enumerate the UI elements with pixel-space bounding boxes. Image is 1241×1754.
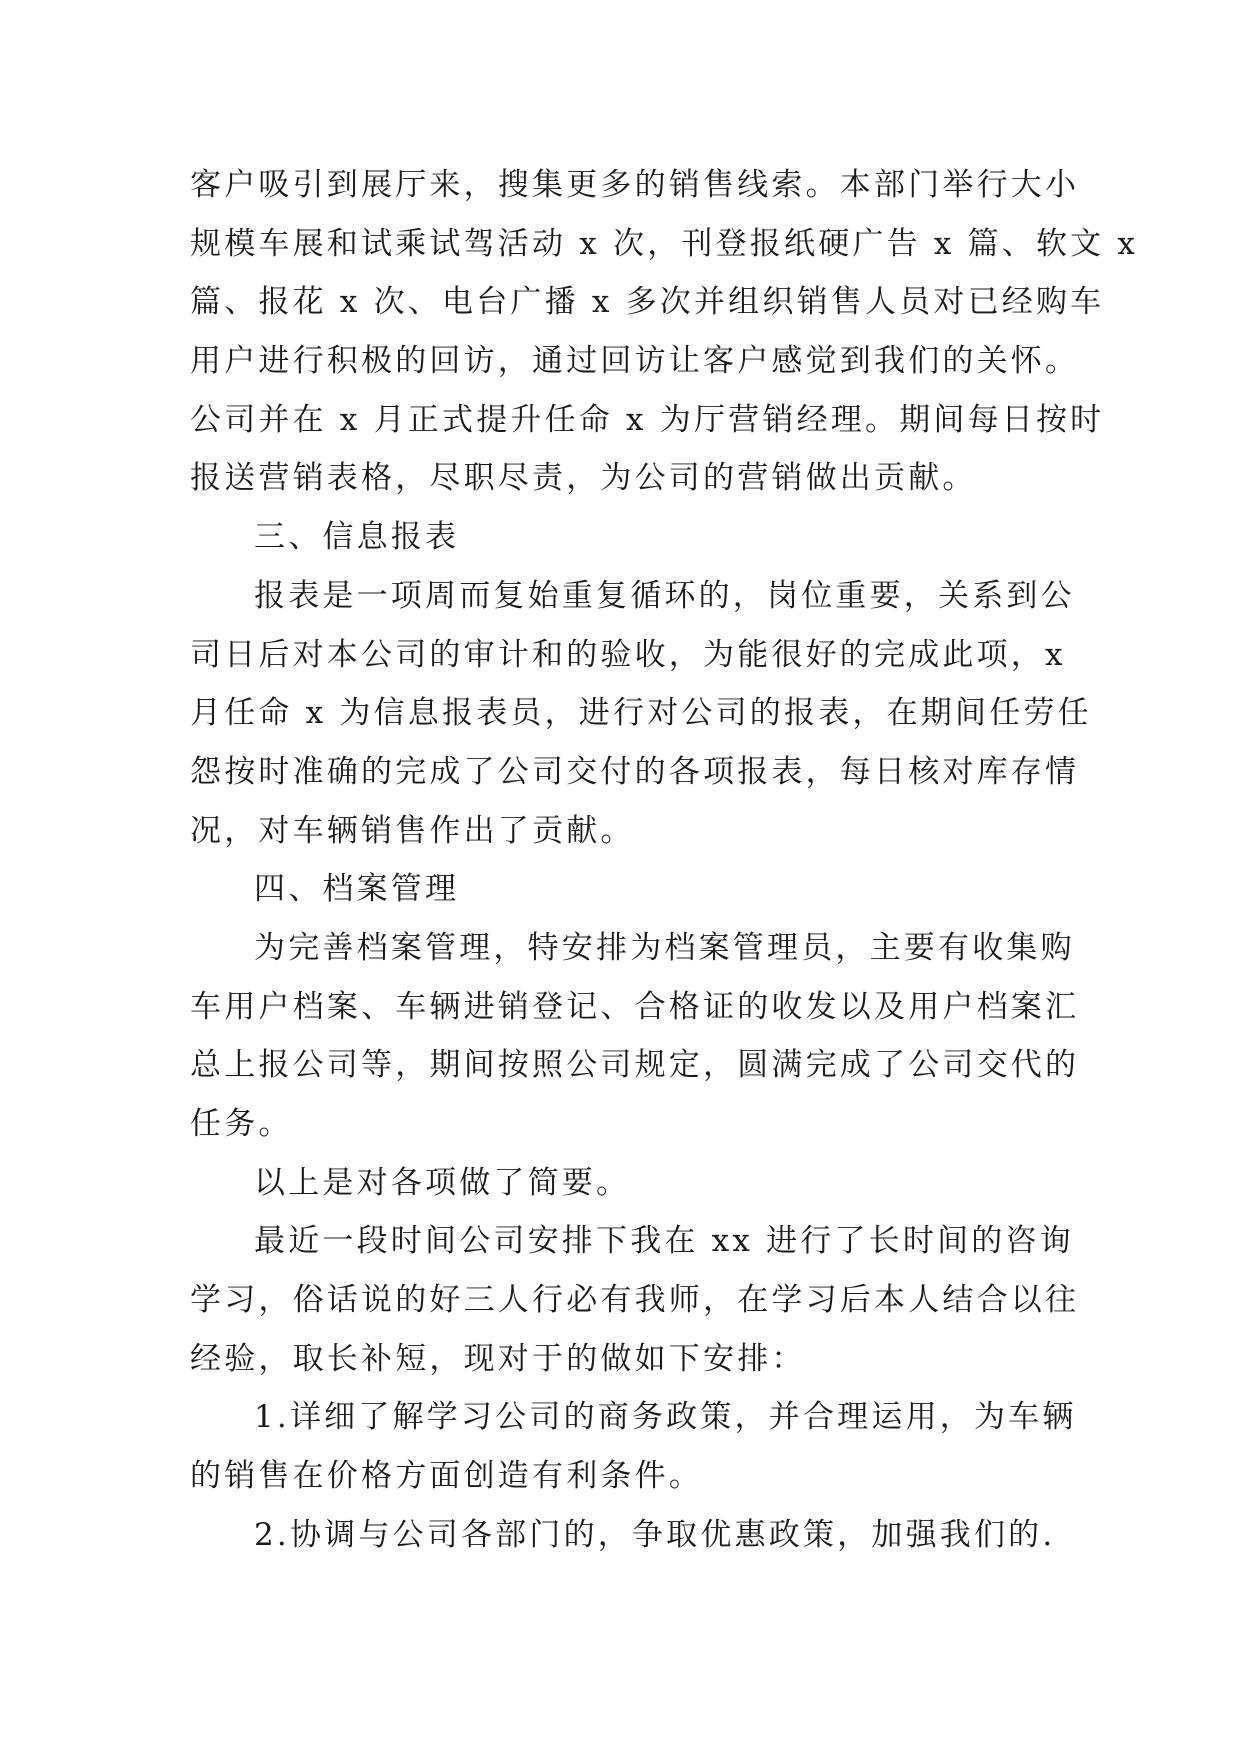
- document-body: [190, 156, 1139, 1565]
- list-item: 1.详细了解学习公司的商务政策，并合理运用，为车辆: [254, 1399, 1077, 1436]
- text-line: 以上是对各项做了简要。: [254, 1164, 631, 1201]
- text-line: 司日后对本公司的审计和的验收，为能很好的完成此项，x: [190, 636, 1066, 673]
- text-line: 总上报公司等，期间按照公司规定，圆满完成了公司交代的: [190, 1047, 1080, 1084]
- text-line: 规模车展和试乘试驾活动 x 次，刊登报纸硬广告 x 篇、软文 x: [190, 225, 1139, 262]
- list-item: 2.协调与公司各部门的，争取优惠政策，加强我们的.: [254, 1516, 1056, 1553]
- text-line: 车用户档案、车辆进销登记、合格证的收发以及用户档案汇: [190, 988, 1080, 1025]
- text-line: 最近一段时间公司安排下我在 xx 进行了长时间的咨询: [254, 1223, 1074, 1260]
- text-line: 报送营销表格，尽职尽责，为公司的营销做出贡献。: [190, 460, 977, 497]
- text-line: 为完善档案管理，特安排为档案管理员，主要有收集购: [254, 929, 1075, 966]
- text-line: 任务。: [190, 1106, 293, 1142]
- text-line: 公司并在 x 月正式提升任命 x 为厅营销经理。期间每日按时: [190, 401, 1105, 438]
- text-line: 用户进行积极的回访，通过回访让客户感觉到我们的关怀。: [190, 343, 1080, 380]
- text-line: 月任命 x 为信息报表员，进行对公司的报表，在期间任劳任: [190, 695, 1092, 732]
- text-line: 客户吸引到展厅来，搜集更多的销售线索。本部门举行大小: [190, 167, 1080, 203]
- text-line: 怨按时准确的完成了公司交付的各项报表，每日核对库存情: [190, 753, 1080, 790]
- text-line: 篇、报花 x 次、电台广播 x 多次并组织销售人员对已经购车: [190, 284, 1105, 321]
- text-line: 经验，取长补短，现对于的做如下安排：: [190, 1340, 806, 1377]
- text-line: 况，对车辆销售作出了贡献。: [190, 812, 635, 849]
- text-line: 报表是一项周而复始重复循环的，岗位重要，关系到公: [254, 577, 1075, 614]
- text-line: 的销售在价格方面创造有利条件。: [190, 1458, 703, 1495]
- section-heading-info-report: 三、信息报表: [254, 519, 460, 556]
- section-heading-archive-management: 四、档案管理: [254, 871, 460, 908]
- text-line: 学习，俗话说的好三人行必有我师，在学习后本人结合以往: [190, 1282, 1080, 1319]
